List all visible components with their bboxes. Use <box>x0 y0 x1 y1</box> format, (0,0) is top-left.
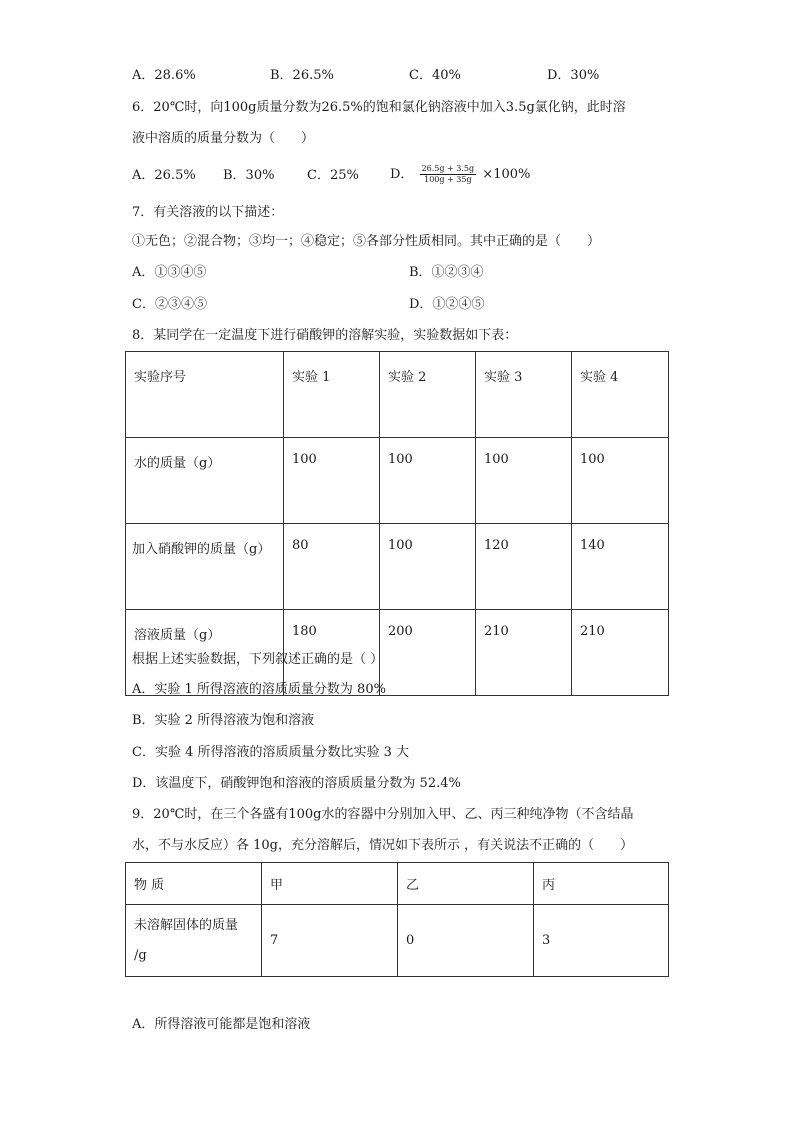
q9-option-a: A．所得溶液可能都是饱和溶液 <box>132 1017 311 1032</box>
table-header-row <box>126 352 669 438</box>
q8-option-b: B．实验 2 所得溶液为饱和溶液 <box>132 713 315 728</box>
table-header-cell: 物 质 <box>126 863 262 905</box>
table-header-cell: 实验 1 <box>284 352 380 438</box>
q9-stem-line1: 9．20℃时，在三个各盛有100g水的容器中分别加入甲、乙、丙三种纯净物（不含结晶 <box>132 807 634 822</box>
q7-stem-line1: 7．有关溶液的以下描述： <box>132 205 284 220</box>
table-header-cell: 甲 <box>262 863 398 905</box>
table-cell: 140 <box>572 524 669 610</box>
table-cell: 180 <box>284 610 380 696</box>
table-cell: 7 <box>262 905 398 977</box>
table-cell: 210 <box>476 610 572 696</box>
q8-option-d: D．该温度下，硝酸钾饱和溶液的溶质质量分数为 52.4% <box>132 776 461 791</box>
table-cell: 200 <box>380 610 476 696</box>
table-cell: 0 <box>398 905 534 977</box>
q8-question: 根据上述实验数据，下列叙述正确的是（ ） <box>132 652 384 667</box>
table-cell: 加入硝酸钾的质量（g） <box>126 524 284 610</box>
q8-stem: 8．某同学在一定温度下进行硝酸钾的溶解实验，实验数据如下表： <box>132 328 518 343</box>
table-header-cell: 实验 3 <box>476 352 572 438</box>
q6-option-b: B．30% <box>223 168 275 183</box>
q9-data-table <box>125 862 669 977</box>
q6-fraction-numerator: 26.5g + 3.5g <box>421 164 475 173</box>
q5-option-c: C．40% <box>409 68 461 83</box>
q8-data-table <box>125 351 669 696</box>
q5-option-d: D．30% <box>547 68 600 83</box>
table-row <box>126 524 669 610</box>
q5-option-b: B．26.5% <box>270 68 334 83</box>
q7-option-c: C．②③④⑤ <box>132 297 207 312</box>
q6-fraction <box>420 164 477 185</box>
table-cell: 3 <box>534 905 669 977</box>
row-label-line2: /g <box>134 947 147 963</box>
q6-option-a: A．26.5% <box>132 168 196 183</box>
q6-stem-line1: 6．20℃时，向100g质量分数为26.5%的饱和氯化钠溶液中加入3.5g氯化钠，此时溶 <box>132 100 626 115</box>
table-cell: 100 <box>476 438 572 524</box>
table-header-cell: 乙 <box>398 863 534 905</box>
q5-option-a: A．28.6% <box>132 68 196 83</box>
q7-option-b: B．①②③④ <box>409 265 484 280</box>
table-header-cell: 实验序号 <box>126 352 284 438</box>
table-header-cell: 实验 2 <box>380 352 476 438</box>
q8-option-c: C．实验 4 所得溶液的溶质质量分数比实验 3 大 <box>132 745 410 760</box>
table-header-cell: 丙 <box>534 863 669 905</box>
q7-option-a: A．①③④⑤ <box>132 265 207 280</box>
table-cell: 100 <box>380 524 476 610</box>
table-cell: 120 <box>476 524 572 610</box>
table-cell: 溶液质量（g） <box>126 610 284 696</box>
table-header-row <box>126 863 669 905</box>
q9-stem-line2: 水，不与水反应）各 10g，充分溶解后，情况如下表所示 ，有关说法不正确的（ ） <box>132 838 634 853</box>
table-cell: 100 <box>380 438 476 524</box>
table-cell: 80 <box>284 524 380 610</box>
table-row <box>126 905 669 977</box>
q6-fraction-denominator: 100g + 35g <box>424 175 472 184</box>
q6-fraction-suffix: ×100% <box>482 167 531 182</box>
table-header-cell: 实验 4 <box>572 352 669 438</box>
table-cell: 水的质量（g） <box>126 438 284 524</box>
q7-option-d: D．①②④⑤ <box>409 297 485 312</box>
table-cell: 100 <box>572 438 669 524</box>
q8-option-a: A．实验 1 所得溶液的溶质质量分数为 80% <box>132 682 386 697</box>
row-label-line1: 未溶解固体的质量 <box>134 917 239 933</box>
q6-option-d-label: D． <box>390 167 414 182</box>
table-row <box>126 438 669 524</box>
q6-stem-line2: 液中溶质的质量分数为（ ） <box>132 131 315 146</box>
q6-option-d <box>390 160 530 190</box>
table-row-label <box>126 905 262 977</box>
q6-option-c: C．25% <box>307 168 359 183</box>
table-cell: 100 <box>284 438 380 524</box>
table-cell: 210 <box>572 610 669 696</box>
q7-stem-line2: ①无色；②混合物；③均一；④稳定；⑤各部分性质相同。其中正确的是（ ） <box>132 234 601 249</box>
